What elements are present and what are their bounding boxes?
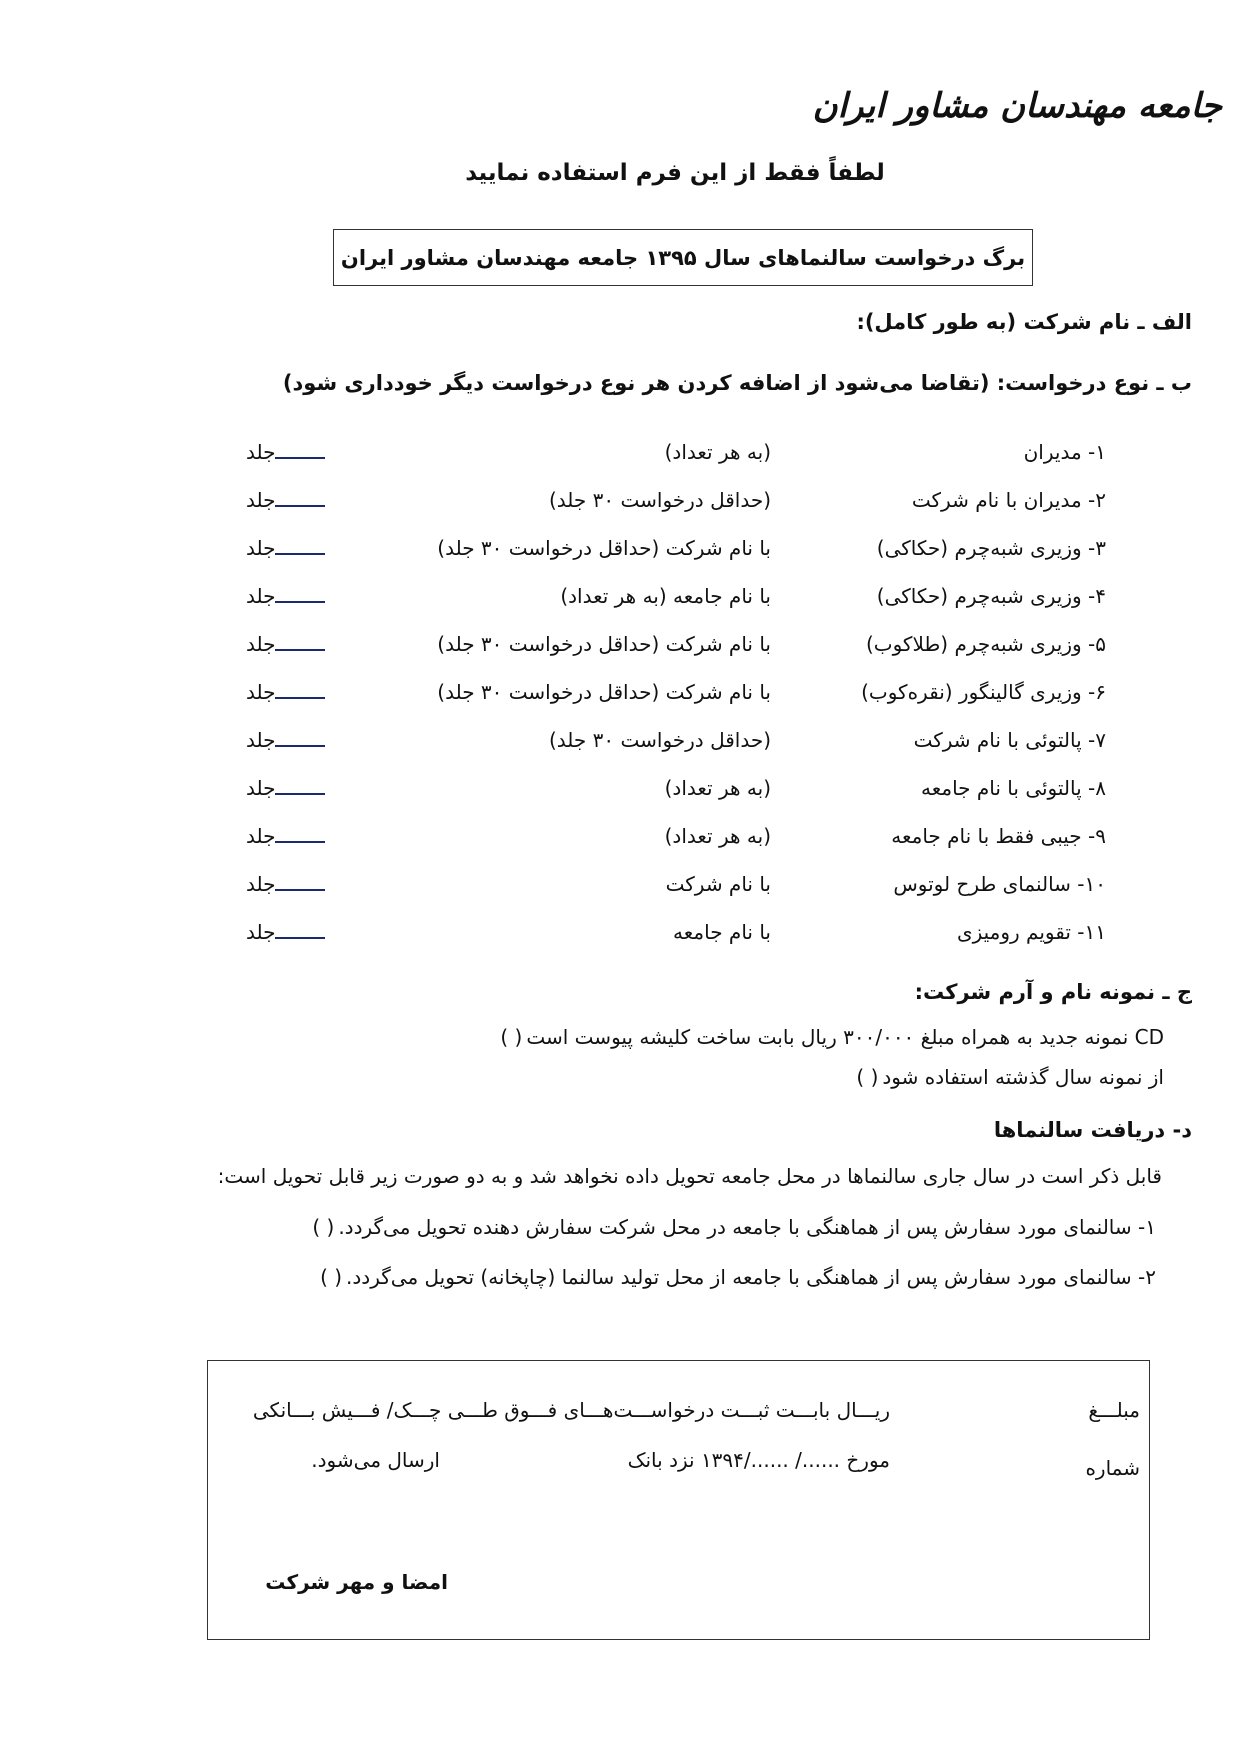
unit-label: جلد xyxy=(246,872,276,896)
request-item-row xyxy=(0,632,1240,672)
form-title: برگ درخواست سالنماهای سال ۱۳۹۵ جامعه مهندسان مشاور ایران xyxy=(340,245,1026,270)
quantity-blank-input[interactable] xyxy=(275,923,325,939)
unit-label: جلد xyxy=(246,824,276,848)
item-condition: (حداقل درخواست ۳۰ جلد) xyxy=(549,728,771,752)
unit-label: جلد xyxy=(246,680,276,704)
item-condition: (به هر تعداد) xyxy=(664,824,771,848)
quantity-field xyxy=(246,776,329,800)
quantity-field xyxy=(246,584,329,608)
quantity-field xyxy=(246,824,329,848)
item-condition: با نام جامعه (به هر تعداد) xyxy=(560,584,771,608)
item-name: ۳- وزیری شبه‌چرم (حکاکی) xyxy=(876,536,1106,560)
section-d-delivery: د- دریافت سالنماها xyxy=(993,1118,1192,1142)
quantity-field xyxy=(246,728,329,752)
notice-heading: لطفاً فقط از این فرم استفاده نمایید xyxy=(465,160,885,186)
item-condition: با نام شرکت (حداقل درخواست ۳۰ جلد) xyxy=(437,680,771,704)
amount-text: ریـــال بابـــت ثبـــت درخواســـت‌هـــای فـــوق طـــی چـــک/ فـــیش بـــانکی xyxy=(252,1398,890,1422)
quantity-blank-input[interactable] xyxy=(275,731,325,747)
sent-text: ارسال می‌شود. xyxy=(311,1448,440,1472)
delivery-option-1-label: ۱- سالنمای مورد سفارش پس از هماهنگی با جامعه در محل شرکت سفارش دهنده تحویل می‌گردد. xyxy=(338,1215,1156,1239)
amount-label: مبلـــغ xyxy=(1088,1398,1140,1422)
quantity-blank-input[interactable] xyxy=(275,779,325,795)
checkbox[interactable]: ( ) xyxy=(320,1265,343,1289)
delivery-option-2-label: ۲- سالنمای مورد سفارش پس از هماهنگی با جامعه از محل تولید سالنما (چاپخانه) تحویل می‌گردد. xyxy=(346,1265,1156,1289)
form-title-box xyxy=(333,229,1033,286)
quantity-field xyxy=(246,440,329,464)
unit-label: جلد xyxy=(246,536,276,560)
item-name: ۴- وزیری شبه‌چرم (حکاکی) xyxy=(876,584,1106,608)
item-condition: (به هر تعداد) xyxy=(664,776,771,800)
quantity-blank-input[interactable] xyxy=(275,683,325,699)
request-item-row xyxy=(0,872,1240,912)
date-text: مورخ ....../ ....../۱۳۹۴ نزد بانک xyxy=(627,1448,890,1472)
organization-logo: جامعه مهندسان مشاور ایران xyxy=(812,86,1222,126)
request-item-row xyxy=(0,536,1240,576)
item-condition: با نام جامعه xyxy=(673,920,771,944)
item-condition: با نام شرکت xyxy=(665,872,771,896)
section-b-request-type: ب ـ نوع درخواست: (تقاضا می‌شود از اضافه کردن هر نوع درخواست دیگر خودداری شود) xyxy=(282,371,1192,395)
unit-label: جلد xyxy=(246,584,276,608)
quantity-field xyxy=(246,920,329,944)
item-name: ۵- وزیری شبه‌چرم (طلاکوب) xyxy=(865,632,1106,656)
quantity-blank-input[interactable] xyxy=(275,635,325,651)
c-option-last-label: از نمونه سال گذشته استفاده شود xyxy=(882,1065,1164,1089)
delivery-option-1 xyxy=(308,1215,1156,1239)
item-condition: با نام شرکت (حداقل درخواست ۳۰ جلد) xyxy=(437,536,771,560)
checkbox[interactable]: ( ) xyxy=(500,1025,523,1049)
request-item-row xyxy=(0,584,1240,624)
quantity-blank-input[interactable] xyxy=(275,587,325,603)
checkbox[interactable]: ( ) xyxy=(856,1065,879,1089)
quantity-blank-input[interactable] xyxy=(275,491,325,507)
unit-label: جلد xyxy=(246,728,276,752)
c-option-new-sample xyxy=(496,1025,1164,1049)
item-name: ۸- پالتوئی با نام جامعه xyxy=(921,776,1106,800)
item-condition: (حداقل درخواست ۳۰ جلد) xyxy=(549,488,771,512)
quantity-blank-input[interactable] xyxy=(275,875,325,891)
request-item-row xyxy=(0,440,1240,480)
unit-label: جلد xyxy=(246,488,276,512)
request-item-row xyxy=(0,488,1240,528)
quantity-field xyxy=(246,872,329,896)
request-item-row xyxy=(0,728,1240,768)
item-name: ۱۰- سالنمای طرح لوتوس xyxy=(893,872,1106,896)
checkbox[interactable]: ( ) xyxy=(312,1215,335,1239)
section-c-logo-sample: ج ـ نمونه نام و آرم شرکت: xyxy=(914,980,1192,1004)
quantity-field xyxy=(246,632,329,656)
unit-label: جلد xyxy=(246,632,276,656)
section-a-company-name: الف ـ نام شرکت (به طور کامل): xyxy=(856,310,1192,334)
quantity-blank-input[interactable] xyxy=(275,539,325,555)
request-item-row xyxy=(0,776,1240,816)
item-name: ۱۱- تقویم رومیزی xyxy=(956,920,1106,944)
item-name: ۶- وزیری گالینگور (نقره‌کوب) xyxy=(861,680,1106,704)
quantity-field xyxy=(246,680,329,704)
item-name: ۱- مدیران xyxy=(1023,440,1106,464)
c-option-last-year xyxy=(852,1065,1164,1089)
request-item-row xyxy=(0,920,1240,960)
request-item-row xyxy=(0,824,1240,864)
unit-label: جلد xyxy=(246,776,276,800)
signature-label: امضا و مهر شرکت xyxy=(265,1570,448,1594)
c-option-new-label: CD نمونه جدید به همراه مبلغ ۳۰۰/۰۰۰ ریال بابت ساخت کلیشه پیوست است xyxy=(526,1025,1164,1049)
quantity-field xyxy=(246,488,329,512)
item-condition: (به هر تعداد) xyxy=(664,440,771,464)
quantity-blank-input[interactable] xyxy=(275,827,325,843)
request-item-row xyxy=(0,680,1240,720)
delivery-note: قابل ذکر است در سال جاری سالنماها در محل جامعه تحویل داده نخواهد شد و به دو صورت زیر قابل تحویل است: xyxy=(217,1164,1162,1188)
item-name: ۲- مدیران با نام شرکت xyxy=(911,488,1106,512)
item-name: ۹- جیبی فقط با نام جامعه xyxy=(891,824,1106,848)
unit-label: جلد xyxy=(246,440,276,464)
number-label: شماره xyxy=(1085,1456,1140,1480)
quantity-blank-input[interactable] xyxy=(275,443,325,459)
quantity-field xyxy=(246,536,329,560)
unit-label: جلد xyxy=(246,920,276,944)
delivery-option-2 xyxy=(316,1265,1156,1289)
item-condition: با نام شرکت (حداقل درخواست ۳۰ جلد) xyxy=(437,632,771,656)
item-name: ۷- پالتوئی با نام شرکت xyxy=(913,728,1106,752)
